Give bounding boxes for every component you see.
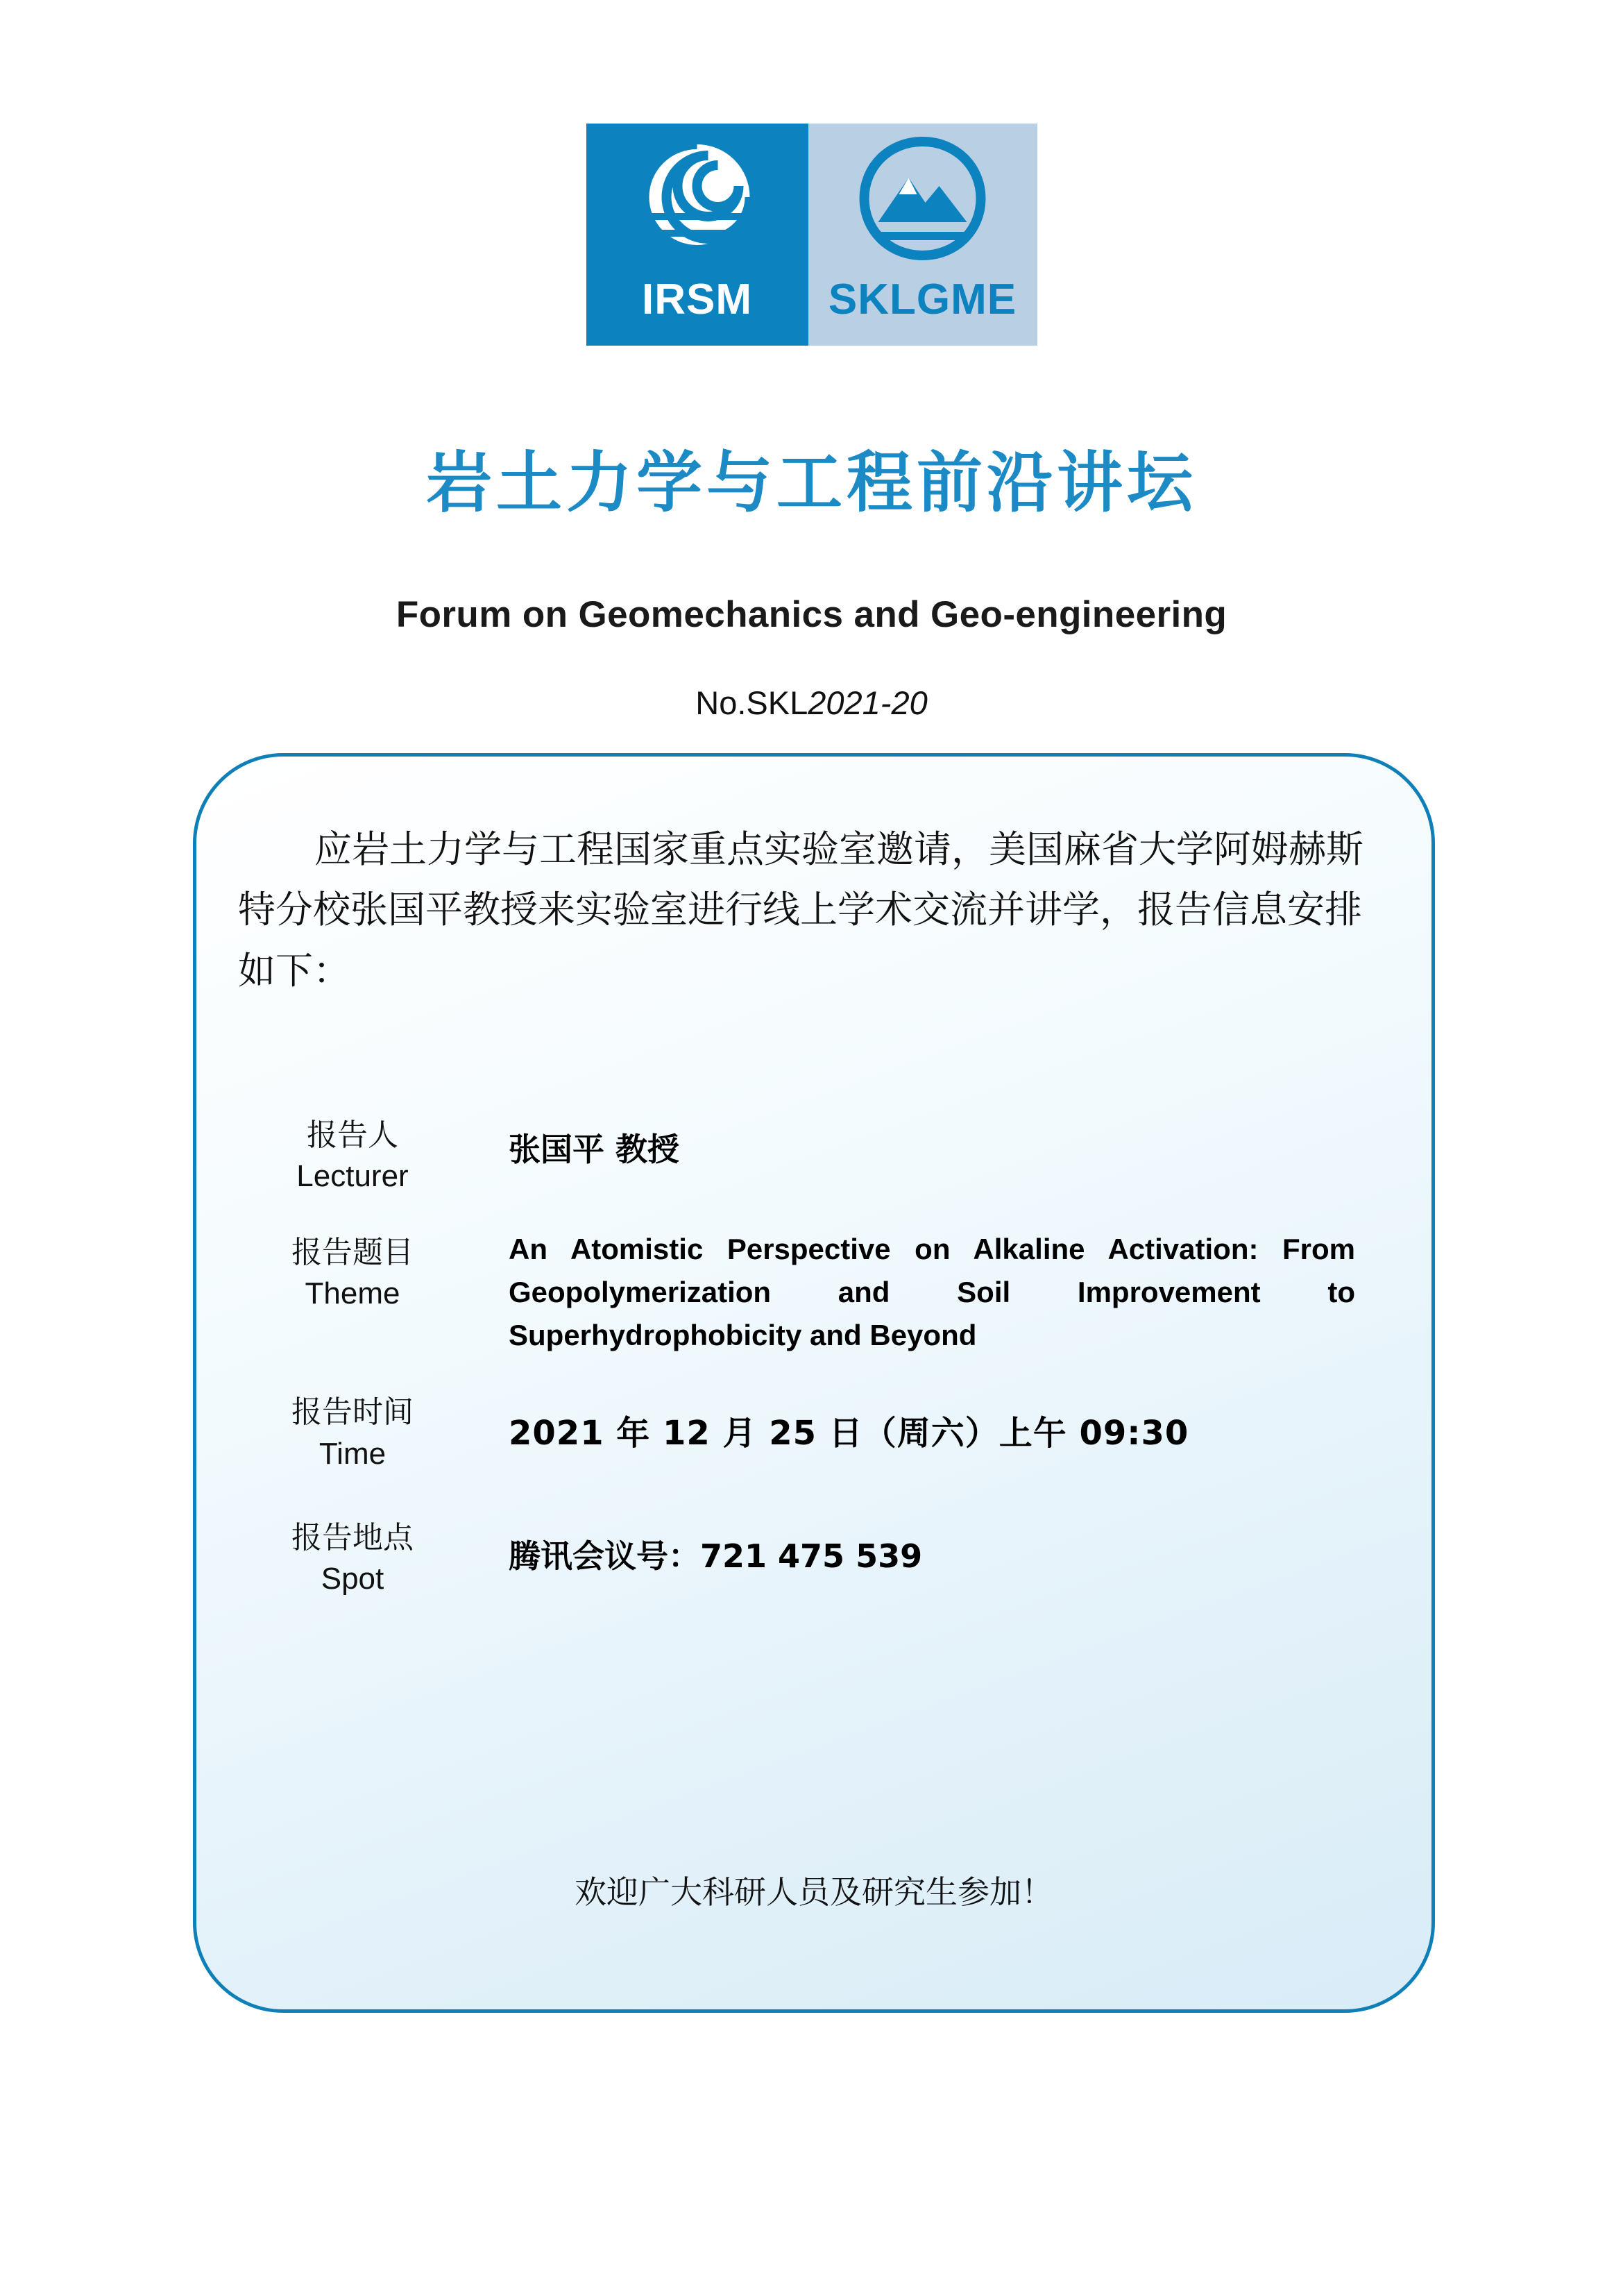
detail-label-spot-cn: 报告地点 [291, 1520, 414, 1556]
issue-number [0, 684, 1623, 722]
detail-row-spot [196, 1513, 1431, 1600]
welcome-note: 欢迎广大科研人员及研究生参加！ [575, 1873, 1053, 1911]
detail-label-theme [196, 1228, 509, 1315]
detail-row-time [196, 1387, 1431, 1474]
issue-prefix: No.SKL [695, 684, 808, 721]
logo-right-label: SKLGME [828, 276, 1017, 323]
detail-label-theme-en: Theme [305, 1276, 400, 1311]
logo-left-label: IRSM [642, 276, 752, 323]
detail-label-theme-cn: 报告题目 [291, 1234, 414, 1270]
logo-banner [0, 124, 1623, 346]
detail-label-time-en: Time [318, 1436, 386, 1471]
intro-text: 应岩土力学与工程国家重点实验室邀请，美国麻省大学阿姆赫斯特分校张国平教授来实验室进行线上学术交流并讲学，报告信息安排如下： [238, 827, 1363, 993]
detail-label-lecturer-cn: 报告人 [307, 1117, 398, 1153]
detail-label-time-cn: 报告时间 [291, 1394, 414, 1430]
details-list [196, 1111, 1431, 1630]
detail-label-lecturer [196, 1111, 509, 1197]
logo-right-block [808, 124, 1037, 346]
logo [586, 124, 1037, 346]
detail-value-theme: An Atomistic Perspective on Alkaline Activation: From Geopolymerization and Soil Improvement to Superhydrophobicity and Beyond [509, 1232, 1355, 1352]
detail-label-lecturer-en: Lecturer [296, 1159, 409, 1194]
mountain-shield-icon [848, 133, 997, 276]
intro-paragraph [238, 819, 1390, 1001]
detail-label-spot-en: Spot [321, 1562, 384, 1596]
page-title-en: Forum on Geomechanics and Geo-engineering [396, 594, 1227, 635]
logo-left-block [586, 124, 808, 346]
detail-value-time: 2021 年 12 月 25 日（周六）上午 09:30 [509, 1414, 1189, 1453]
detail-row-lecturer [196, 1111, 1431, 1197]
detail-value-lecturer: 张国平 教授 [509, 1131, 680, 1168]
issue-value: 2021-20 [808, 684, 928, 721]
announcement-panel [193, 753, 1435, 2013]
detail-label-time [196, 1387, 509, 1474]
detail-label-spot [196, 1513, 509, 1600]
page-title-cn: 岩土力学与工程前沿讲坛 [425, 445, 1197, 521]
detail-value-spot: 腾讯会议号：721 475 539 [509, 1537, 923, 1576]
detail-row-theme [196, 1228, 1431, 1357]
globe-swirl-icon [622, 133, 772, 276]
